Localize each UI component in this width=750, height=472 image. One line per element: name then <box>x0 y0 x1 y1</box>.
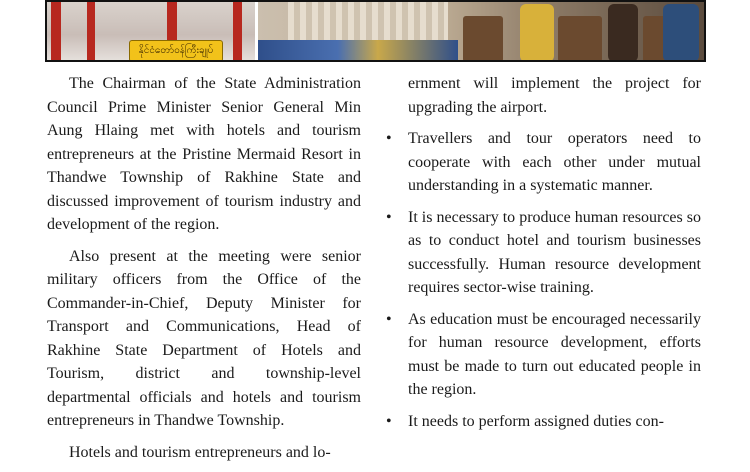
article-paragraph-1: The Chairman of the State Administration Council Prime Minister Senior General Min Aung Hlaing met with hotels and tourism entrepreneurs at the Pristine Mermaid Resort in Thandwe Township of Rakhine State and discussed improvement of tourism industry and development of the region. <box>47 75 361 233</box>
bullet-text: It is necessary to produce human resources so as to conduct hotel and tourism businesses successfully. Human resource development requires sector-wise training. <box>408 208 701 296</box>
bullet-item <box>386 308 701 402</box>
bullet-dot-icon: • <box>386 310 392 328</box>
bullet-text: As education must be encouraged necessarily for human resource development, efforts must be made to turn out educated people in the region. <box>408 310 701 398</box>
bullet-item <box>386 410 701 434</box>
photo-left-event-venue <box>47 2 255 62</box>
bullet-dot-icon: • <box>386 208 392 226</box>
article-paragraph-2: Also present at the meeting were senior military officers from the Office of the Commander-in-Chief, Deputy Minister for Transport and Communications, Head of Rakhine State Department of Hotels and Tourism, district and township-level departmental officials and hotels and tourism entrepreneurs in Thandwe Township. <box>47 247 361 429</box>
continued-bullet-text: ernment will implement the project for upgrading the airport. <box>408 75 701 116</box>
bullet-item <box>386 127 701 198</box>
bullet-text: Travellers and tour operators need to cooperate with each other under mutual understanding in a systematic manner. <box>408 130 701 194</box>
article-paragraph-3: Hotels and tourism entrepreneurs and lo- <box>69 443 331 461</box>
bullet-dot-icon: • <box>386 412 392 430</box>
photo-strip <box>45 0 706 62</box>
photo-right-meeting-room <box>258 2 704 62</box>
left-column <box>47 72 361 472</box>
right-column <box>386 72 701 441</box>
bullet-list <box>386 127 701 433</box>
bullet-item <box>386 206 701 300</box>
bullet-text: It needs to perform assigned duties con- <box>408 412 664 430</box>
bullet-dot-icon: • <box>386 130 392 147</box>
welcome-sign: နိုင်ငံတော်ဝန်ကြီးချုပ် <box>129 40 223 62</box>
